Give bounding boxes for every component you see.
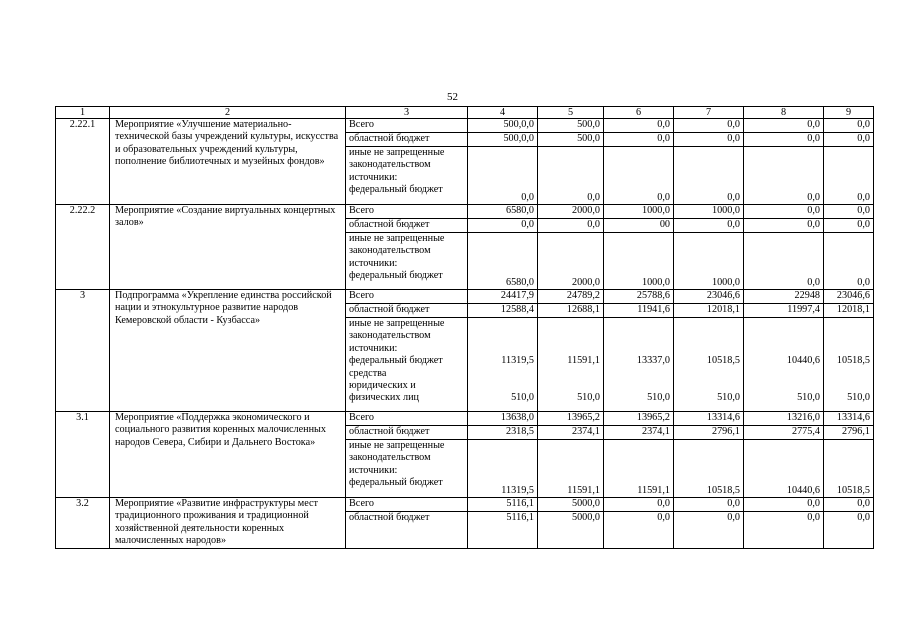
value-cell: 11591,1 xyxy=(538,440,604,498)
source-line: иные не запрещенные xyxy=(349,440,445,451)
source-label: областной бюджет xyxy=(346,512,468,548)
value-cell: 0,0 xyxy=(824,119,874,133)
source-line: средства xyxy=(349,367,387,379)
value-cell: 0,0 xyxy=(824,219,874,233)
header-cell: 5 xyxy=(538,107,604,119)
value-cell: 0,0 xyxy=(744,233,824,290)
value-cell: 0,0 xyxy=(468,147,538,205)
value-cell: 10518,5 xyxy=(674,440,744,498)
source-line: законодательством xyxy=(349,245,431,257)
source-line: юридических и xyxy=(349,380,416,392)
value-cell: 13638,0 xyxy=(468,412,538,426)
value-cell: 2775,4 xyxy=(744,426,824,440)
source-line: федеральный бюджет xyxy=(349,270,443,282)
value-cell: 0,0 xyxy=(824,233,874,290)
value-cell: 0,0 xyxy=(604,498,674,512)
item-name: Мероприятие «Создание виртуальных концертных залов» xyxy=(110,205,346,290)
source-label: областной бюджет xyxy=(346,219,468,233)
value-cell: 1000,0 xyxy=(604,205,674,219)
value-cell: 2796,1 xyxy=(674,426,744,440)
value-cell: 13216,0 xyxy=(744,412,824,426)
source-label: областной бюджет xyxy=(346,133,468,147)
value-cell: 11941,6 xyxy=(604,304,674,318)
value-cell: 0,0 xyxy=(824,205,874,219)
source-line: законодательством xyxy=(349,159,431,171)
value-federal: 11591,1 xyxy=(567,355,600,366)
value-cell: 0,0 xyxy=(674,219,744,233)
source-line: источники: xyxy=(349,464,398,476)
value-cell: 0,0 xyxy=(674,133,744,147)
value-cell: 5116,1 xyxy=(468,512,538,548)
source-line: иные не запрещенные xyxy=(349,233,445,244)
value-cell: 500,0 xyxy=(538,133,604,147)
value-cell: 13965,2 xyxy=(604,412,674,426)
value-cell: 24789,2 xyxy=(538,290,604,304)
value-cell: 6580,0 xyxy=(468,233,538,290)
item-number: 3.1 xyxy=(56,412,110,498)
value-physical: 510,0 xyxy=(647,392,670,404)
header-cell: 1 xyxy=(56,107,110,119)
value-cell: 1000,0 xyxy=(674,205,744,219)
source-line: иные не запрещенные xyxy=(349,318,445,329)
value-cell: 23046,6 xyxy=(674,290,744,304)
value-physical: 510,0 xyxy=(797,392,820,404)
source-label: Всего xyxy=(346,498,468,512)
item-number: 2.22.2 xyxy=(56,205,110,290)
value-federal: 10440,6 xyxy=(786,355,820,366)
value-physical: 510,0 xyxy=(511,392,534,404)
value-cell: 0,0 xyxy=(604,512,674,548)
source-line: федеральный бюджет xyxy=(349,355,443,367)
source-label-group xyxy=(346,318,468,412)
value-cell: 1000,0 xyxy=(604,233,674,290)
value-cell: 0,0 xyxy=(538,147,604,205)
value-physical: 510,0 xyxy=(717,392,740,404)
value-cell: 12018,1 xyxy=(674,304,744,318)
header-cell: 4 xyxy=(468,107,538,119)
value-cell: 25788,6 xyxy=(604,290,674,304)
value-cell: 0,0 xyxy=(824,133,874,147)
value-cell: 0,0 xyxy=(824,498,874,512)
value-cell: 11591,1 xyxy=(604,440,674,498)
source-line: источники: xyxy=(349,171,398,183)
value-cell: 0,0 xyxy=(744,219,824,233)
header-cell: 9 xyxy=(824,107,874,119)
item-number: 3 xyxy=(56,290,110,412)
value-cell: 0,0 xyxy=(538,219,604,233)
value-cell: 22948 xyxy=(744,290,824,304)
value-cell: 10440,6 xyxy=(744,440,824,498)
source-line: законодательством xyxy=(349,452,431,464)
value-physical: 510,0 xyxy=(847,392,870,404)
source-line: федеральный бюджет xyxy=(349,184,443,196)
source-label-group xyxy=(346,233,468,290)
value-cell: 0,0 xyxy=(674,498,744,512)
value-cell: 6580,0 xyxy=(468,205,538,219)
value-cell: 12018,1 xyxy=(824,304,874,318)
item-name: Мероприятие «Развитие инфраструктуры мест традиционного проживания и традиционной хозяйственной деятельности коренных малочисленных народов» xyxy=(110,498,346,549)
value-cell: 0,0 xyxy=(744,512,824,548)
value-cell: 0,0 xyxy=(604,119,674,133)
value-cell: 0,0 xyxy=(604,133,674,147)
value-physical: 510,0 xyxy=(577,392,600,404)
table-row xyxy=(56,412,874,426)
value-cell: 11997,4 xyxy=(744,304,824,318)
value-cell: 24417,9 xyxy=(468,290,538,304)
value-cell: 2000,0 xyxy=(538,205,604,219)
header-cell: 2 xyxy=(110,107,346,119)
value-cell: 13965,2 xyxy=(538,412,604,426)
value-cell: 2374,1 xyxy=(538,426,604,440)
header-row xyxy=(56,107,874,119)
value-cell: 0,0 xyxy=(744,205,824,219)
value-federal: 10518,5 xyxy=(706,355,740,366)
page-number: 52 xyxy=(447,91,458,103)
source-label: Всего xyxy=(346,412,468,426)
value-cell: 500,0,0 xyxy=(468,119,538,133)
value-cell: 13314,6 xyxy=(824,412,874,426)
value-cell: 0,0 xyxy=(674,512,744,548)
source-line: физических лиц xyxy=(349,392,419,404)
value-cell: 0,0 xyxy=(744,147,824,205)
source-label: Всего xyxy=(346,119,468,133)
value-cell: 12588,4 xyxy=(468,304,538,318)
value-cell: 2796,1 xyxy=(824,426,874,440)
header-cell: 6 xyxy=(604,107,674,119)
budget-table xyxy=(55,106,874,549)
value-cell: 0,0 xyxy=(468,219,538,233)
value-cell: 2318,5 xyxy=(468,426,538,440)
header-cell: 3 xyxy=(346,107,468,119)
source-line: законодательством xyxy=(349,330,431,342)
source-label-group xyxy=(346,440,468,498)
source-label: областной бюджет xyxy=(346,304,468,318)
value-cell: 10518,5 xyxy=(824,440,874,498)
value-cell: 500,0,0 xyxy=(468,133,538,147)
item-name: Мероприятие «Улучшение материально-технической базы учреждений культуры, искусства и образовательных учреждений культуры, пополнение библиотечных и музейных фондов» xyxy=(110,119,346,205)
value-cell: 0,0 xyxy=(674,147,744,205)
value-cell: 0,0 xyxy=(744,119,824,133)
item-name: Мероприятие «Поддержка экономического и социального развития коренных малочисленных народов Севера, Сибири и Дальнего Востока» xyxy=(110,412,346,498)
value-cell: 5116,1 xyxy=(468,498,538,512)
source-label-group xyxy=(346,147,468,205)
header-cell: 7 xyxy=(674,107,744,119)
source-label: Всего xyxy=(346,290,468,304)
value-cell: 23046,6 xyxy=(824,290,874,304)
value-federal: 13337,0 xyxy=(636,355,670,366)
value-cell: 13314,6 xyxy=(674,412,744,426)
value-cell: 0,0 xyxy=(674,119,744,133)
value-cell: 0,0 xyxy=(604,147,674,205)
value-federal: 10518,5 xyxy=(836,355,870,366)
value-cell: 0,0 xyxy=(824,147,874,205)
header-cell: 8 xyxy=(744,107,824,119)
item-name: Подпрограмма «Укрепление единства российской нации и этнокультурное развитие народов Кемеровской области - Кузбасса» xyxy=(110,290,346,412)
value-federal: 11319,5 xyxy=(501,355,534,366)
value-cell: 5000,0 xyxy=(538,512,604,548)
source-line: федеральный бюджет xyxy=(349,477,443,489)
value-cell: 0,0 xyxy=(744,498,824,512)
source-label: Всего xyxy=(346,205,468,219)
value-cell: 11319,5 xyxy=(468,440,538,498)
source-line: источники: xyxy=(349,342,398,354)
value-cell: 5000,0 xyxy=(538,498,604,512)
value-cell: 00 xyxy=(604,219,674,233)
source-label: областной бюджет xyxy=(346,426,468,440)
table-row xyxy=(56,119,874,133)
table-row xyxy=(56,498,874,512)
source-line: иные не запрещенные xyxy=(349,147,445,158)
item-number: 2.22.1 xyxy=(56,119,110,205)
value-cell: 0,0 xyxy=(824,512,874,548)
table-row xyxy=(56,290,874,304)
source-line: источники: xyxy=(349,257,398,269)
value-cell: 500,0 xyxy=(538,119,604,133)
value-cell: 12688,1 xyxy=(538,304,604,318)
value-cell: 2000,0 xyxy=(538,233,604,290)
value-cell: 1000,0 xyxy=(674,233,744,290)
value-cell: 0,0 xyxy=(744,133,824,147)
item-number: 3.2 xyxy=(56,498,110,549)
table-row xyxy=(56,205,874,219)
value-cell: 2374,1 xyxy=(604,426,674,440)
